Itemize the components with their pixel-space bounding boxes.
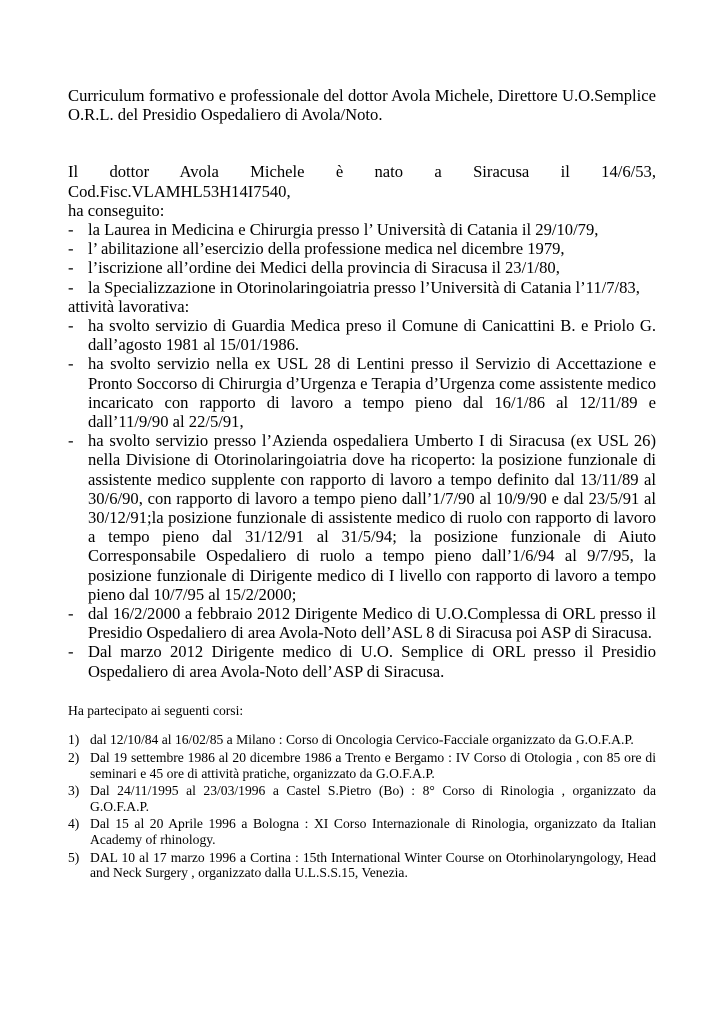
intro-section: [68, 162, 656, 680]
course-text: dal 12/10/84 al 16/02/85 a Milano : Corso di Oncologia Cervico-Facciale organizzato da G.O.F.A.P.: [90, 732, 634, 748]
work-list: [68, 316, 656, 681]
document-title: Curriculum formativo e professionale del dottor Avola Michele, Direttore U.O.Semplice O.R.L. del Presidio Ospedaliero di Avola/Noto.: [68, 86, 656, 125]
course-item: [68, 783, 656, 814]
qualifications-heading: ha conseguito:: [68, 200, 165, 220]
qualification-item: - l’ abilitazione all’esercizio della professione medica nel dicembre 1979,: [68, 239, 656, 258]
course-item: [68, 816, 656, 847]
courses-heading: Ha partecipato ai seguenti corsi:: [68, 702, 244, 718]
work-item: - Dal marzo 2012 Dirigente medico di U.O. Semplice di ORL presso il Presidio Ospedaliero di area Avola-Noto dell’ASP di Siracusa.: [68, 642, 656, 680]
course-item: [68, 750, 656, 781]
document-page: [68, 86, 656, 883]
course-text: Dal 19 settembre 1986 al 20 dicembre 1986 a Trento e Bergamo : IV Corso di Otologia , con 85 ore di seminari e 45 ore di attività pratiche, organizzato da G.O.F.A.P.: [90, 750, 656, 781]
qualifications-list: [68, 220, 656, 297]
course-item: [68, 850, 656, 881]
work-item: - ha svolto servizio di Guardia Medica preso il Comune di Canicattini B. e Priolo G. dall’agosto 1981 al 15/01/1986.: [68, 316, 656, 354]
courses-list: [68, 732, 656, 880]
course-number: 4): [68, 816, 80, 832]
course-number: 3): [68, 783, 80, 799]
work-heading: attività lavorativa:: [68, 296, 190, 316]
course-text: Dal 15 al 20 Aprile 1996 a Bologna : XI Corso Internazionale di Rinologia, organizzato da Italian Academy of rhinology.: [90, 816, 656, 848]
qualification-item: - la Specializzazione in Otorinolaringoiatria presso l’Università di Catania l’11/7/83,: [68, 278, 656, 297]
course-item: [68, 732, 656, 748]
course-number: 5): [68, 849, 80, 865]
course-text: DAL 10 al 17 marzo 1996 a Cortina : 15th International Winter Course on Otorhinolaryngology, Head and Neck Surgery , organizzato dalla U.L.S.S.15, Venezia.: [90, 849, 656, 881]
work-item: - dal 16/2/2000 a febbraio 2012 Dirigente Medico di U.O.Complessa di ORL presso il Presidio Ospedaliero di area Avola-Noto dell’ASL 8 di Siracusa poi ASP di Siracusa.: [68, 604, 656, 642]
work-item: - ha svolto servizio nella ex USL 28 di Lentini presso il Servizio di Accettazione e Pronto Soccorso di Chirurgia d’Urgenza e Terapia d’Urgenza come assistente medico incaricato con rapporto di lavoro a tempo pieno dal 16/1/86 al 12/11/89 e dall’11/9/90 al 22/5/91,: [68, 354, 656, 431]
course-text: Dal 24/11/1995 al 23/03/1996 a Castel S.Pietro (Bo) : 8° Corso di Rinologia , organizzato da G.O.F.A.P.: [90, 783, 656, 814]
fiscal-code: Cod.Fisc.VLAMHL53H14I7540,: [68, 181, 291, 201]
qualification-item: - la Laurea in Medicina e Chirurgia presso l’ Università di Catania il 29/10/79,: [68, 220, 656, 239]
qualification-item: - l’iscrizione all’ordine dei Medici della provincia di Siracusa il 23/1/80,: [68, 258, 656, 277]
birth-line: Il dottor Avola Michele è nato a Siracusa il 14/6/53,: [68, 162, 656, 182]
course-number: 2): [68, 750, 80, 766]
work-item: - ha svolto servizio presso l’Azienda ospedaliera Umberto I di Siracusa (ex USL 26) nella Divisione di Otorinolaringoiatria dove ha ricoperto: la posizione funzionale di assistente medico supplente con rapporto di lavoro a tempo definito dal 13/11/89 al 30/6/90, con rapporto di lavoro a tempo pieno dall’1/7/90 al 10/9/90 e dal 23/5/91 al 30/12/91;la posizione funzionale di assistente medico di ruolo con rapporto di lavoro a tempo pieno dal 31/12/91 al 31/5/94; la posizione funzionale di Aiuto Corresponsabile Ospedaliero di ruolo a tempo pieno dall’1/6/94 al 9/7/95, la posizione funzionale di Dirigente medico di I livello con rapporto di lavoro a tempo pieno dal 10/7/95 al 15/2/2000;: [68, 431, 656, 604]
course-number: 1): [68, 732, 80, 748]
